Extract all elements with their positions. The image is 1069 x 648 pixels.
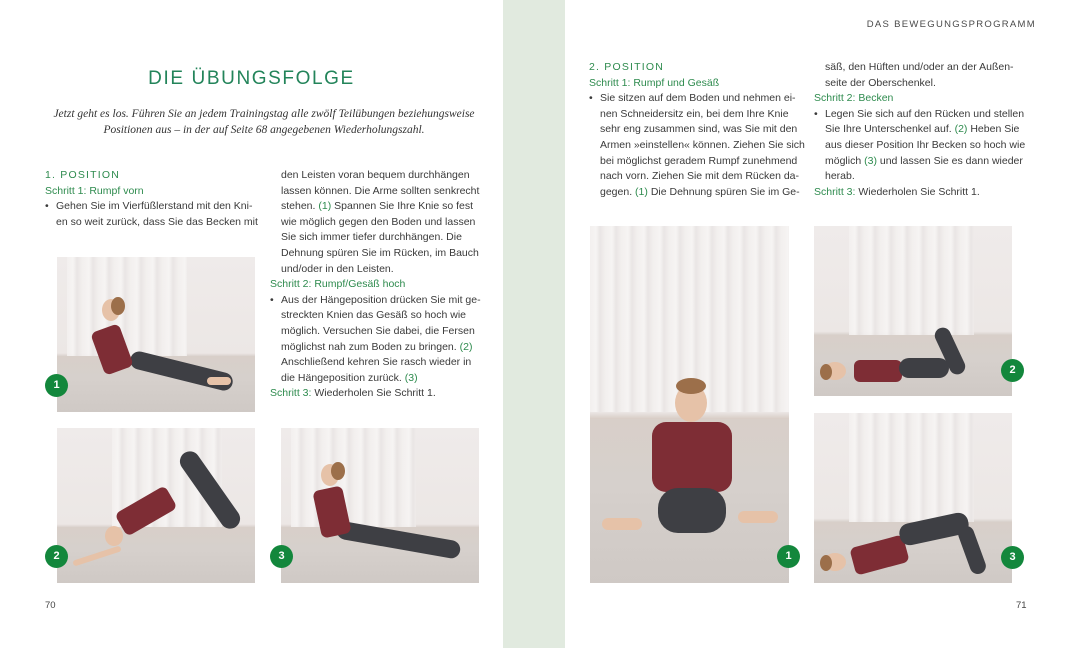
text-line: bei möglichst geradem Rumpf zunehmend [600,154,798,167]
exercise-photo-3 [814,413,1012,583]
figure-hair [676,378,706,394]
text-line [825,122,1039,138]
step-3 [814,185,1039,201]
figure-thigh [899,358,949,378]
gutter-strip [503,0,565,648]
text-span: Sie Ihre Unterschenkel auf. [825,123,952,136]
bullet-paragraph [814,107,1039,185]
photo-reference: (3) [404,371,418,384]
photo-number-badge: 2 [45,545,68,568]
text-span: gegen. [600,185,633,198]
text-line: Anschließend kehren Sie rasch wieder in [281,356,472,369]
step-label: Schritt 1: Rumpf und Gesäß [589,76,720,89]
text-line: seite der Oberschenkel. [825,76,936,89]
text-line: möglich. Versuchen Sie dabei, die Fersen [281,324,475,337]
photo-reference: (2) [459,340,473,353]
curtain [67,257,187,356]
step-label: Schritt 2: Rumpf/Gesäß hoch [270,278,406,291]
text-line: säß, den Hüften und/oder an der Außen- [825,61,1014,73]
bullet-paragraph [270,293,490,387]
text-line: herab. [825,170,855,183]
text-line: en so weit zurück, dass Sie das Becken mit [56,215,258,228]
text-line: Armen »einstellen« können. Ziehen Sie sich [600,138,805,151]
photo-reference: (3) [864,154,877,167]
photo-number-badge: 1 [777,545,800,568]
photo-reference: (1) [635,185,648,198]
text-line [281,199,490,215]
curtain [849,413,974,522]
curtain [849,226,974,335]
bullet-paragraph [45,199,260,230]
figure-foot-left [602,518,642,530]
left-page [0,0,503,648]
text-line: nach vorn. Ziehen Sie mit dem Rücken da- [600,170,800,183]
section-heading: 2. POSITION [589,61,665,73]
continued-paragraph [270,168,490,277]
text-span: Wiederholen Sie Schritt 1. [858,185,980,198]
text-line [825,154,1039,170]
text-span: stehen. [281,200,316,213]
figure-feet [207,377,231,385]
step-label: Schritt 1: Rumpf vorn [45,184,144,197]
figure-head [105,526,123,546]
figure-legs [658,488,726,533]
text-line: Dehnung spüren Sie im Rücken, im Bauch [281,246,479,259]
intro-line: Positionen aus – in der auf Seite 68 angegebenen Wiederholungszahl. [103,124,425,136]
right-page [565,0,1069,648]
page-number: 70 [45,600,56,611]
running-head: DAS BEWEGUNGSPROGRAMM [866,19,1036,30]
figure-shirt [854,360,902,382]
figure-foot-right [738,511,778,523]
text-column-1 [45,168,260,230]
text-line: nen Schneidersitz ein, bei dem Ihre Knie [600,107,789,120]
continued-paragraph [814,60,1039,91]
intro-line: Jetzt geht es los. Führen Sie an jedem Trainingstag alle zwölf Teilübungen beziehungsweise [53,108,475,120]
step-label: Schritt 3: [270,387,312,400]
text-line [600,185,809,201]
text-line: den Leisten voran bequem durchhängen [281,169,470,181]
figure-hair [820,364,832,380]
curtain [291,428,416,527]
text-column-2 [270,168,490,402]
text-line: • Aus der Hängeposition drücken Sie mit ge- [281,293,481,306]
text-span: Heben Sie [970,123,1020,136]
text-span: Wiederholen Sie Schritt 1. [314,387,436,400]
text-line: lassen können. Die Arme sollten senkrecht [281,184,480,197]
text-span: Die Dehnung spüren Sie im Ge- [650,185,800,198]
figure-hair [331,462,345,480]
text-span: die Hängeposition zurück. [281,371,402,384]
exercise-photo-1 [57,257,255,412]
text-line: wie möglich gegen den Boden und lassen [281,215,476,228]
text-column-2 [814,60,1039,200]
photo-reference: (2) [954,123,968,136]
exercise-photo-2 [57,428,255,583]
text-line: • Sie sitzen auf dem Boden und nehmen ei- [600,92,796,105]
text-span: möglich [825,154,862,167]
text-line: • Gehen Sie im Vierfüßlerstand mit den Kni- [56,200,253,213]
text-span: und lassen Sie es dann wieder [879,154,1023,167]
text-line: streckten Knien das Gesäß so hoch wie [281,309,467,322]
section-heading: 1. POSITION [45,169,121,181]
text-line: • Legen Sie sich auf den Rücken und stellen [825,107,1025,120]
photo-number-badge: 3 [270,545,293,568]
exercise-photo-2 [814,226,1012,396]
photo-number-badge: 2 [1001,359,1024,382]
text-line [281,371,490,387]
text-line: und/oder in den Leisten. [281,262,394,275]
text-line: aus dieser Position Ihr Becken so hoch wie [825,138,1026,151]
text-column-1 [589,60,809,200]
intro-text [45,106,483,138]
figure-hair [820,555,832,571]
photo-number-badge: 3 [1001,546,1024,569]
text-line: sehr eng zusammen sind, was Sie mit den [600,123,798,136]
exercise-photo-1 [590,226,789,583]
text-line: Sie sich immer tiefer durchhängen. Die [281,231,462,244]
exercise-photo-3 [281,428,479,583]
text-span: möglichst nah zum Boden zu bringen. [281,340,457,353]
text-span: Spannen Sie Ihre Knie so fest [334,200,474,213]
figure-shirt [652,422,732,492]
page-number: 71 [1016,600,1027,611]
step-3 [270,386,490,402]
bullet-paragraph [589,91,809,200]
step-label: Schritt 2: Becken [814,92,894,105]
step-label: Schritt 3: [814,185,856,198]
photo-number-badge: 1 [45,374,68,397]
text-line [281,340,490,356]
photo-reference: (1) [318,200,332,213]
figure-hair [111,297,125,315]
page-title: DIE ÜBUNGSFOLGE [148,68,355,89]
